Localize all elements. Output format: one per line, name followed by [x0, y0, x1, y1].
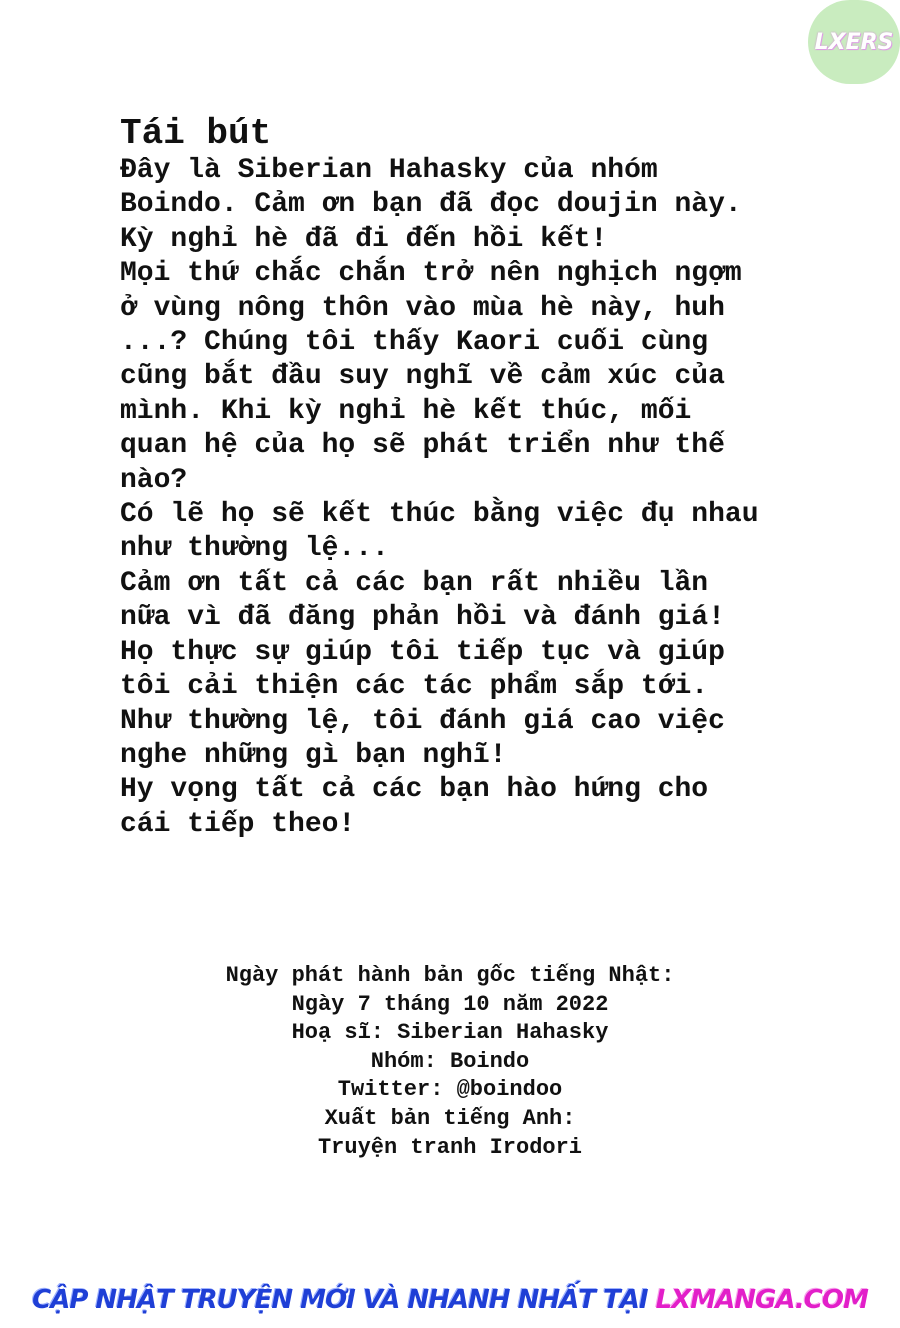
logo-text: LXERS	[814, 29, 894, 55]
afterword-title: Tái bút	[120, 113, 272, 154]
afterword-line: Cảm ơn tất cả các bạn rất nhiều lần	[120, 567, 709, 599]
promo-text: CẬP NHẬT TRUYỆN MỚI VÀ NHANH NHẤT TẠI	[32, 1285, 648, 1315]
afterword-line: nữa vì đã đăng phản hồi và đánh giá!	[120, 602, 725, 634]
promo-site-link[interactable]: LXMANGA.COM	[655, 1285, 868, 1315]
afterword-line: quan hệ của họ sẽ phát triển như thế	[120, 430, 725, 462]
credits-line: Ngày phát hành bản gốc tiếng Nhật:	[225, 963, 675, 988]
afterword-line: mình. Khi kỳ nghỉ hè kết thúc, mối	[120, 395, 692, 427]
credits-line: Ngày 7 tháng 10 năm 2022	[291, 991, 609, 1017]
afterword-line: Như thường lệ, tôi đánh giá cao việc	[120, 705, 725, 737]
afterword-line: nghe những gì bạn nghĩ!	[120, 739, 507, 771]
afterword-line: Boindo. Cảm ơn bạn đã đọc doujin này.	[120, 189, 742, 221]
afterword-line: Hy vọng tất cả các bạn hào hứng cho	[120, 774, 709, 806]
afterword-line: ở vùng nông thôn vào mùa hè này, huh	[120, 292, 725, 324]
credits-line: Hoạ sĩ: Siberian Hahasky	[291, 1020, 609, 1046]
afterword-line: nào?	[120, 464, 188, 496]
credits-line: Truyện tranh Irodori	[317, 1134, 583, 1160]
afterword-line: tôi cải thiện các tác phẩm sắp tới.	[120, 671, 709, 703]
afterword-line: Có lẽ họ sẽ kết thúc bằng việc đụ nhau	[120, 499, 759, 531]
afterword-line: cũng bắt đầu suy nghĩ về cảm xúc của	[120, 361, 725, 393]
credits-line: Xuất bản tiếng Anh:	[324, 1105, 576, 1131]
afterword-line: Kỳ nghỉ hè đã đi đến hồi kết!	[120, 223, 608, 255]
afterword-line: Đây là Siberian Hahasky của nhóm	[120, 155, 658, 186]
afterword-line: cái tiếp theo!	[120, 808, 356, 840]
credits-line: Nhóm: Boindo	[370, 1048, 530, 1074]
afterword-line: ...? Chúng tôi thấy Kaori cuối cùng	[120, 327, 709, 359]
afterword-line: Mọi thứ chắc chắn trở nên nghịch ngợm	[120, 258, 742, 290]
site-logo	[808, 0, 900, 84]
afterword-line: như thường lệ...	[120, 533, 389, 565]
afterword-section	[120, 114, 820, 842]
credits-section	[0, 962, 900, 1162]
credits-line: Twitter: @boindoo	[337, 1077, 563, 1103]
afterword-line: Họ thực sự giúp tôi tiếp tục và giúp	[120, 636, 725, 668]
promo-banner	[0, 1280, 900, 1320]
